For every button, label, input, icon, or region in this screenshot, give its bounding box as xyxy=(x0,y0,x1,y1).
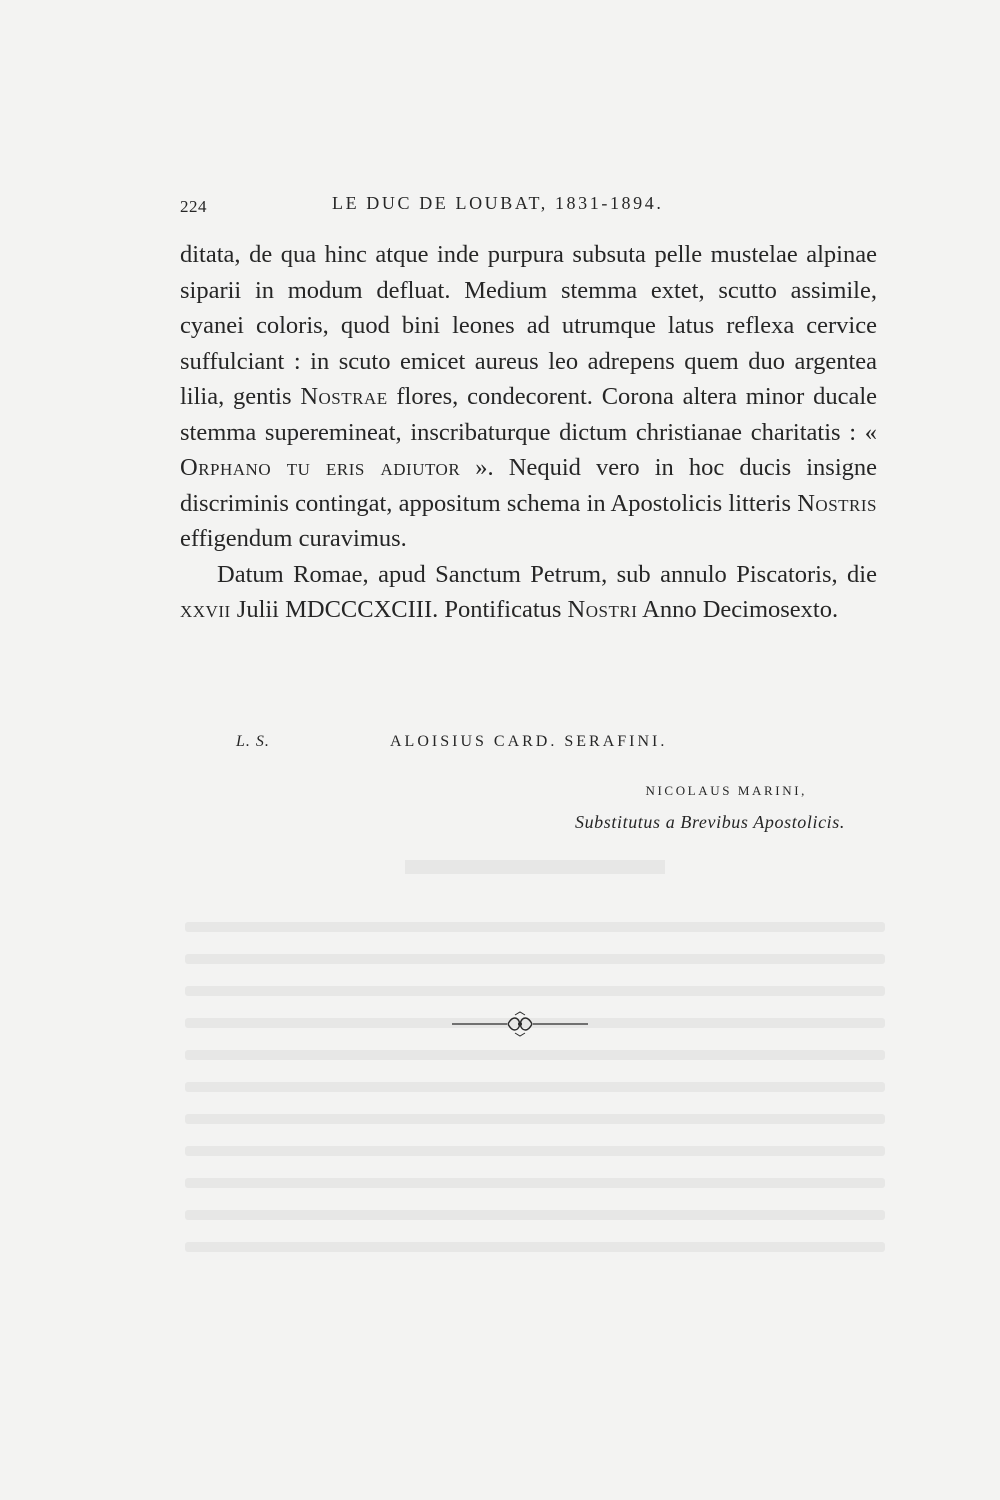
fleuron-ornament-icon xyxy=(452,1011,588,1037)
small-caps-run: Nostris xyxy=(797,489,877,517)
paragraph xyxy=(180,237,877,557)
co-signatory-name: NICOLAUS MARINI, xyxy=(645,783,807,798)
small-caps-run: Orphano tu eris adiutor xyxy=(180,454,461,481)
paragraph xyxy=(180,557,877,628)
text-run: Datum Romae, apud Sanctum Petrum, sub annulo Piscatoris, die xyxy=(217,560,877,588)
co-signatory-role: Substitutus a Brevibus Apostolicis. xyxy=(574,812,845,832)
show-through-verso xyxy=(185,860,885,1300)
small-caps-run: Nostri xyxy=(567,596,638,623)
page-number: 224 xyxy=(180,197,207,216)
text-run: effigendum curavimus. xyxy=(180,525,407,552)
body-text xyxy=(180,237,877,628)
running-title: LE DUC DE LOUBAT, 1831-1894. xyxy=(332,193,664,213)
signatory-name: ALOISIUS CARD. SERAFINI. xyxy=(390,733,668,750)
running-head xyxy=(180,193,880,223)
small-caps-run: xxvii xyxy=(180,596,231,623)
seal-mark: L. S. xyxy=(236,733,270,750)
text-run: Julii MDCCCXCIII. Pontificatus xyxy=(230,596,568,623)
text-run: ». Nequid vero in hoc ducis insigne discriminis contingat, appositum schema in Apostolicis litteris xyxy=(180,454,878,517)
text-run: ditata, de qua hinc atque inde purpura subsuta pelle mustelae alpinae siparii in modum defluat. Medium stemma extet, scutto assimile, cyanei coloris, quod bini leones ad utrumque latus reflexa cervice suffulciant : in scuto emicet aureus leo adrepens quem duo argentea lilia, gentis xyxy=(180,241,877,410)
small-caps-run: Nostrae xyxy=(300,383,388,410)
text-run: flores, condecorent. Corona altera minor ducale stemma superemineat, inscribaturque dictum christianae charitatis : « xyxy=(180,383,878,446)
text-run: Anno Decimosexto. xyxy=(637,596,839,623)
